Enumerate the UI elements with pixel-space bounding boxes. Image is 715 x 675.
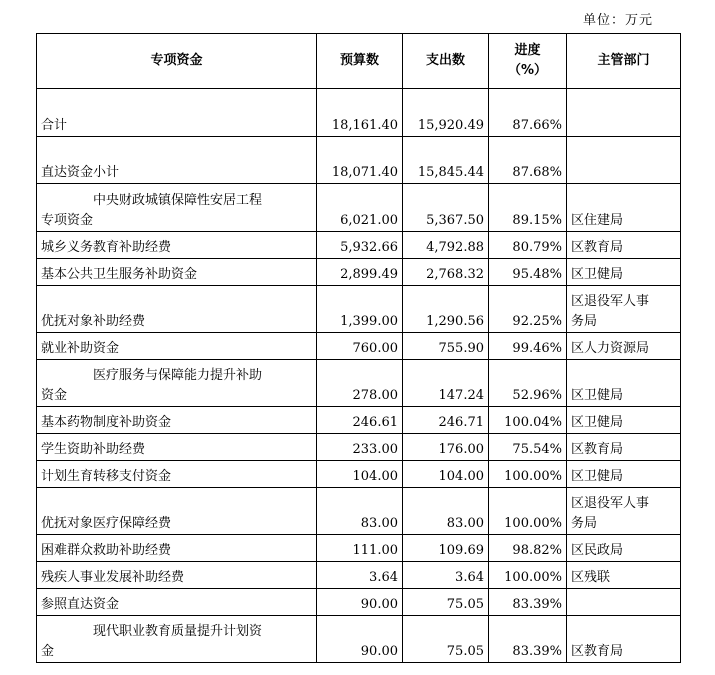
row-spent: 755.90 [403, 333, 489, 360]
header-spent: 支出数 [403, 34, 489, 89]
row-budget: 111.00 [317, 535, 403, 562]
header-progress [489, 34, 567, 89]
row-budget: 104.00 [317, 461, 403, 488]
row-spent: 75.05 [403, 589, 489, 616]
row-name: 基本药物制度补助资金 [37, 407, 317, 434]
row-budget: 760.00 [317, 333, 403, 360]
table-row [37, 333, 681, 360]
row-spent: 147.24 [403, 360, 489, 407]
row-name: 直达资金小计 [37, 137, 317, 184]
row-progress: 98.82% [489, 535, 567, 562]
unit-label: 单位：万元 [582, 13, 653, 28]
row-spent: 3.64 [403, 562, 489, 589]
row-dept: 区卫健局 [567, 360, 681, 407]
row-dept-line2: 务局 [571, 314, 598, 329]
row-progress: 52.96% [489, 360, 567, 407]
row-dept-line2: 务局 [571, 516, 598, 531]
row-name-line2: 资金 [41, 388, 68, 403]
row-name: 城乡义务教育补助经费 [37, 232, 317, 259]
row-name: 基本公共卫生服务补助资金 [37, 259, 317, 286]
row-spent: 83.00 [403, 488, 489, 535]
row-name: 计划生育转移支付资金 [37, 461, 317, 488]
row-progress: 100.00% [489, 562, 567, 589]
fund-table [36, 33, 681, 663]
row-dept [567, 137, 681, 184]
row-name-line1: 现代职业教育质量提升计划资 [93, 624, 263, 639]
table-row [37, 589, 681, 616]
row-budget: 1,399.00 [317, 286, 403, 333]
row-dept: 区教育局 [567, 434, 681, 461]
header-name: 专项资金 [37, 34, 317, 89]
table-row [37, 137, 681, 184]
row-budget: 90.00 [317, 589, 403, 616]
table-row [37, 616, 681, 663]
row-name-line2: 金 [41, 644, 55, 659]
row-progress: 83.39% [489, 616, 567, 663]
row-spent: 109.69 [403, 535, 489, 562]
row-budget: 278.00 [317, 360, 403, 407]
row-spent: 15,845.44 [403, 137, 489, 184]
row-budget: 233.00 [317, 434, 403, 461]
table-header-row [37, 34, 681, 89]
row-progress: 89.15% [489, 184, 567, 232]
table-row [37, 407, 681, 434]
table-row [37, 434, 681, 461]
row-dept: 区卫健局 [567, 259, 681, 286]
row-progress: 87.68% [489, 137, 567, 184]
row-progress: 99.46% [489, 333, 567, 360]
row-dept [567, 488, 681, 535]
row-spent: 1,290.56 [403, 286, 489, 333]
table-row [37, 535, 681, 562]
row-name [37, 184, 317, 232]
row-spent: 176.00 [403, 434, 489, 461]
row-progress: 95.48% [489, 259, 567, 286]
row-budget: 18,161.40 [317, 89, 403, 137]
table-row [37, 360, 681, 407]
row-budget: 83.00 [317, 488, 403, 535]
table-row [37, 461, 681, 488]
row-budget: 6,021.00 [317, 184, 403, 232]
row-progress: 83.39% [489, 589, 567, 616]
row-dept [567, 286, 681, 333]
row-progress: 80.79% [489, 232, 567, 259]
row-dept [567, 589, 681, 616]
row-name-line2: 专项资金 [41, 213, 94, 228]
row-dept: 区住建局 [567, 184, 681, 232]
row-name: 困难群众救助补助经费 [37, 535, 317, 562]
row-name [37, 616, 317, 663]
row-progress: 100.04% [489, 407, 567, 434]
row-dept-line1: 区退役军人事 [571, 294, 650, 309]
row-name: 优抚对象医疗保障经费 [37, 488, 317, 535]
row-dept: 区卫健局 [567, 407, 681, 434]
row-progress: 87.66% [489, 89, 567, 137]
row-name: 残疾人事业发展补助经费 [37, 562, 317, 589]
row-dept: 区残联 [567, 562, 681, 589]
row-name: 参照直达资金 [37, 589, 317, 616]
row-spent: 4,792.88 [403, 232, 489, 259]
row-budget: 2,899.49 [317, 259, 403, 286]
header-budget: 预算数 [317, 34, 403, 89]
row-budget: 18,071.40 [317, 137, 403, 184]
row-dept: 区人力资源局 [567, 333, 681, 360]
table-row [37, 184, 681, 232]
row-budget: 90.00 [317, 616, 403, 663]
row-name: 优抚对象补助经费 [37, 286, 317, 333]
row-dept: 区卫健局 [567, 461, 681, 488]
row-budget: 5,932.66 [317, 232, 403, 259]
table-row [37, 232, 681, 259]
row-name-line1: 中央财政城镇保障性安居工程 [93, 193, 263, 208]
table-row [37, 89, 681, 137]
header-progress-line2: （%） [507, 63, 548, 78]
row-dept: 区教育局 [567, 232, 681, 259]
row-name-line1: 医疗服务与保障能力提升补助 [93, 368, 263, 383]
row-dept-line1: 区退役军人事 [571, 496, 650, 511]
table-row [37, 259, 681, 286]
row-progress: 92.25% [489, 286, 567, 333]
row-dept: 区民政局 [567, 535, 681, 562]
row-spent: 246.71 [403, 407, 489, 434]
row-name: 学生资助补助经费 [37, 434, 317, 461]
row-dept [567, 89, 681, 137]
row-progress: 100.00% [489, 488, 567, 535]
row-spent: 75.05 [403, 616, 489, 663]
row-spent: 104.00 [403, 461, 489, 488]
row-name: 就业补助资金 [37, 333, 317, 360]
header-progress-line1: 进度 [514, 43, 541, 58]
row-progress: 100.00% [489, 461, 567, 488]
row-name: 合计 [37, 89, 317, 137]
row-spent: 5,367.50 [403, 184, 489, 232]
row-name [37, 360, 317, 407]
row-budget: 246.61 [317, 407, 403, 434]
row-progress: 75.54% [489, 434, 567, 461]
table-row [37, 562, 681, 589]
row-dept: 区教育局 [567, 616, 681, 663]
row-budget: 3.64 [317, 562, 403, 589]
row-spent: 2,768.32 [403, 259, 489, 286]
header-dept: 主管部门 [567, 34, 681, 89]
table-row [37, 286, 681, 333]
table-row [37, 488, 681, 535]
row-spent: 15,920.49 [403, 89, 489, 137]
